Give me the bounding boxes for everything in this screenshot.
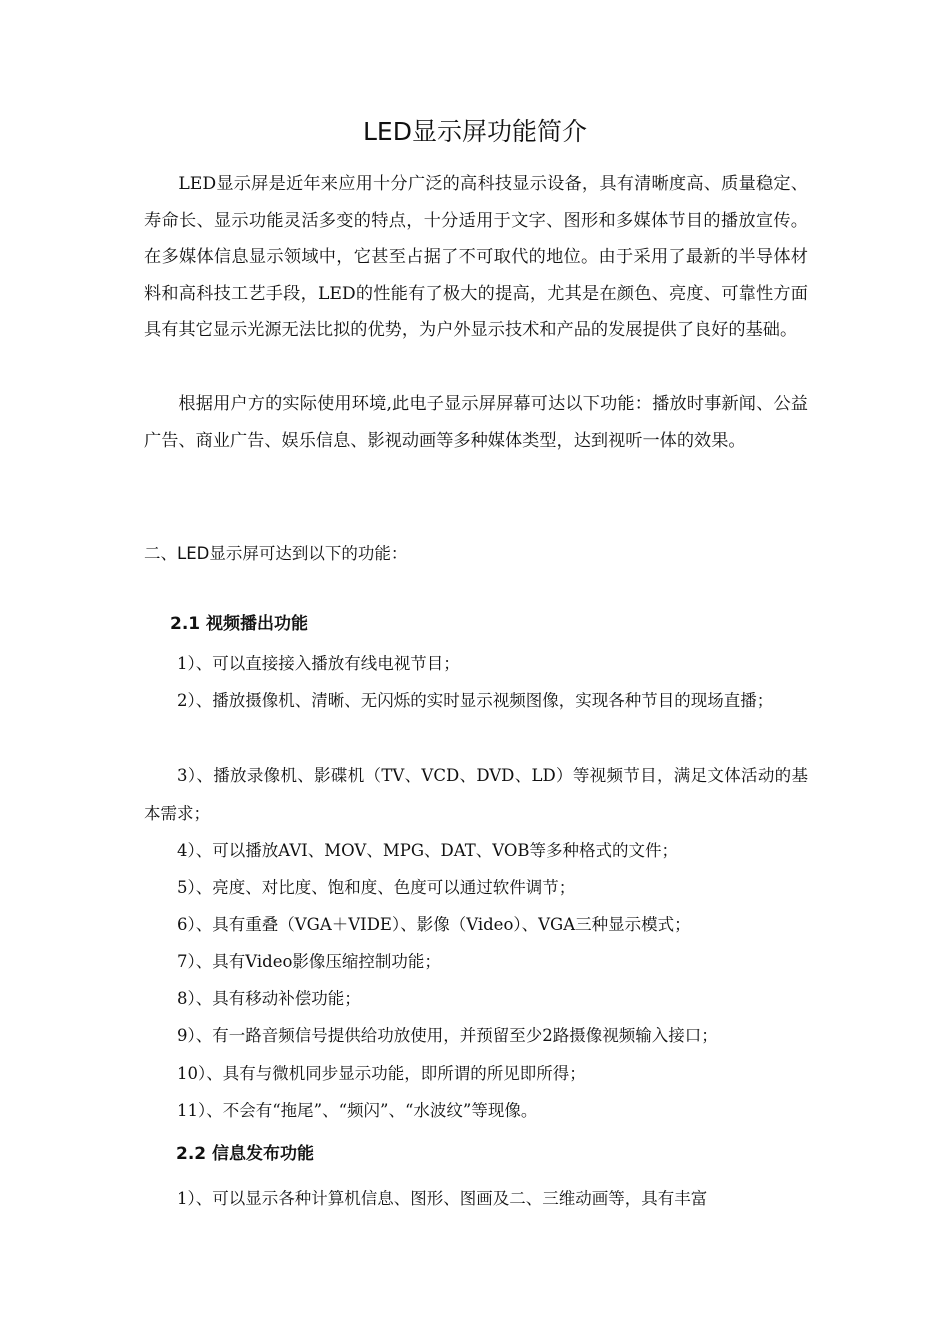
list-item: 4）、可以播放AVI、MOV、MPG、DAT、VOB等多种格式的文件； bbox=[177, 841, 679, 860]
list-item: 5）、亮度、对比度、饱和度、色度可以通过软件调节； bbox=[177, 878, 576, 897]
list-item: 6）、具有重叠（VGA＋VIDE）、影像（Video）、VGA三种显示模式； bbox=[177, 915, 691, 934]
list-item: 11）、不会有“拖尾”、“频闪”、“水波纹”等现像。 bbox=[177, 1101, 538, 1120]
intro-paragraph: LED显示屏是近年来应用十分广泛的高科技显示设备，具有清晰度高、质量稳定、寿命长、显示功能灵活多变的特点，十分适用于文字、图形和多媒体节目的播放宣传。在多媒体信息显示领域中，它甚至占据了不可取代的地位。由于采用了最新的半导体材料和高科技工艺手段，LED的性能有了极大的提高，尤其是在颜色、亮度、可靠性方面具有其它显示光源无法比拟的优势，为户外显示技术和产品的发展提供了良好的基础。 bbox=[144, 174, 808, 340]
intro-paragraph: 根据用户方的实际使用环境,此电子显示屏屏幕可达以下功能：播放时事新闻、公益广告、商业广告、娱乐信息、影视动画等多种媒体类型，达到视听一体的效果。 bbox=[144, 394, 808, 451]
list-item: 10）、具有与微机同步显示功能，即所谓的所见即所得； bbox=[177, 1064, 586, 1083]
list-item: 3）、播放录像机、影碟机（TV、VCD、DVD、LD）等视频节目，满足文体活动的基本需求； bbox=[144, 766, 808, 823]
list-item: 1）、可以直接接入播放有线电视节目； bbox=[177, 654, 460, 673]
subsection-heading-info: 2.2 信息发布功能 bbox=[176, 1144, 315, 1164]
subsection-heading-video: 2.1 视频播出功能 bbox=[170, 614, 309, 634]
list-item: 8）、具有移动补偿功能； bbox=[177, 989, 361, 1008]
document-title: LED显示屏功能简介 bbox=[363, 117, 587, 146]
list-item: 1）、可以显示各种计算机信息、图形、图画及二、三维动画等，具有丰富 bbox=[177, 1189, 708, 1208]
list-item: 9）、有一路音频信号提供给功放使用，并预留至少2路摄像视频输入接口； bbox=[177, 1026, 718, 1045]
list-item: 2）、播放摄像机、清晰、无闪烁的实时显示视频图像，实现各种节目的现场直播； bbox=[177, 691, 774, 710]
section-heading: 二、LED显示屏可达到以下的功能： bbox=[144, 544, 408, 563]
list-item: 7）、具有Video影像压缩控制功能； bbox=[177, 952, 441, 971]
